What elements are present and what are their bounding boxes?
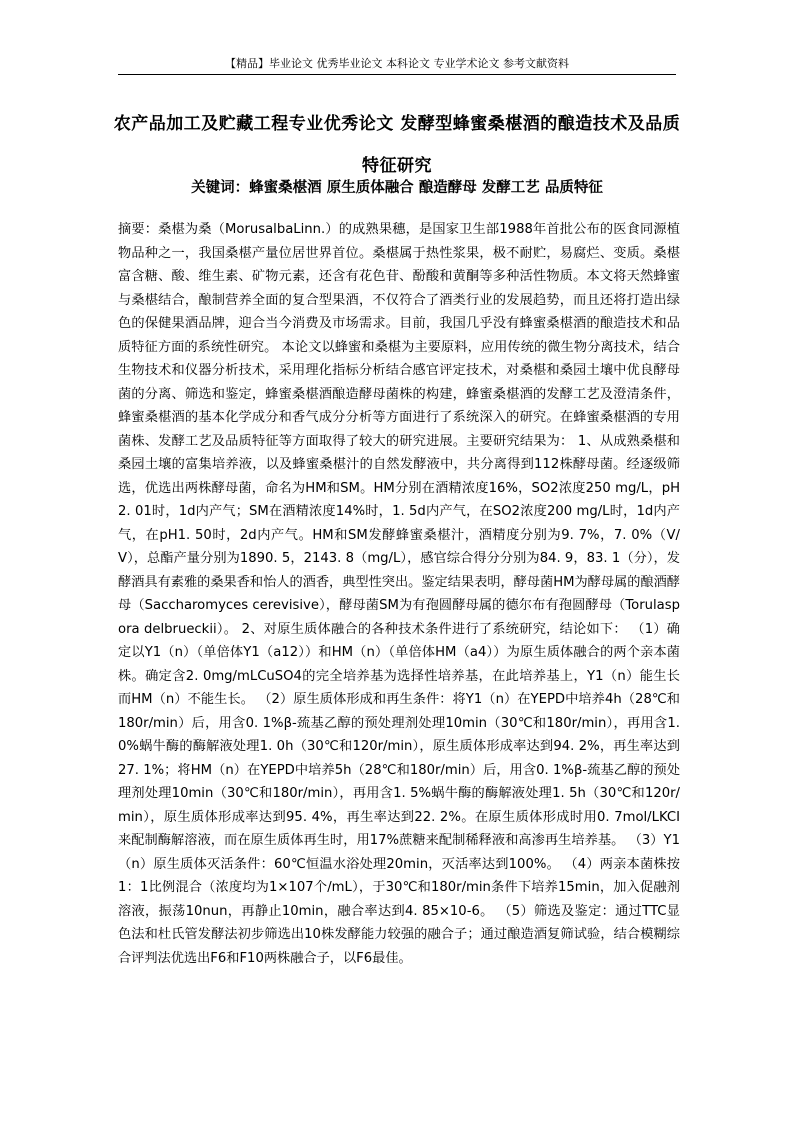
header-divider [118,74,676,75]
document-keywords: 关键词：蜂蜜桑椹酒 原生质体融合 酿造酵母 发酵工艺 品质特征 [191,180,603,196]
document-title: 农产品加工及贮藏工程专业优秀论文 发酵型蜂蜜桑椹酒的酿造技术及品质特征研究 [113,114,681,176]
page-header: 【精品】毕业论文 优秀毕业论文 本科论文 专业学术论文 参考文献资料 [225,57,569,70]
document-abstract: 摘要：桑椹为桑（MorusalbaLinn.）的成熟果穗，是国家卫生部1988年首批公布的医食同源植物品种之一，我国桑椹产量位居世界首位。桑椹属于热性浆果，极不耐贮，易腐烂、变质。桑椹富含糖、酸、维生素、矿物元素，还含有花色苷、酚酸和黄酮等多种活性物质。本文将天然蜂蜜与桑椹结合，酿制营养全面的复合型果酒，不仅符合了酒类行业的发展趋势，而且还将打造出绿色的保健果酒品牌，迎合当今消费及市场需求。目前，我国几乎没有蜂蜜桑椹酒的酿造技术和品质特征方面的系统性研究。 本论文以蜂蜜和桑椹为主要原料，应用传统的微生物分离技术，结合生物技术和仪器分析技术，采用理化指标分析结合感官评定技术，对桑椹和桑园土壤中优良酵母菌的分离、筛选和鉴定，蜂蜜桑椹酒酿造酵母菌株的构建，蜂蜜桑椹酒的发酵工艺及澄清条件，蜂蜜桑椹酒的基本化学成分和香气成分分析等方面进行了系统深入的研究。在蜂蜜桑椹酒的专用菌株、发酵工艺及品质特征等方面取得了较大的研究进展。主要研究结果为： 1、从成熟桑椹和桑园土壤的富集培养液，以及蜂蜜桑椹汁的自然发酵液中，共分离得到112株酵母菌。经逐级筛选，优选出两株酵母菌，命名为HM和SM。HM分别在酒精浓度16%，SO2浓度250 mg/L，pH2. 01时，1d内产气；SM在酒精浓度14%时，1. 5d内产气，在SO2浓度200 mg/L时，1d内产气，在pH1. 50时，2d内产气。HM和SM发酵蜂蜜桑椹汁，酒精度分别为9. 7%，7. 0%（V/V），总酯产量分别为1890. 5，2143. 8（mg/L），感官综合得分分别为84. 9，83. 1（分），发酵酒具有素雅的桑果香和怡人的酒香，典型性突出。鉴定结果表明，酵母菌HM为酵母属的酿酒酵母（Saccharomyces cerevisive），酵母菌SM为有孢圆酵母属的德尔布有孢圆酵母（Torulaspora delbrueckii）。 2、对原生质体融合的各种技术条件进行了系统研究，结论如下： （1）确定以Y1（n）（单倍体Y1（a12））和HM（n）（单倍体HM（a4））为原生质体融合的两个亲本菌株。确定含2. 0mg/mLCuSO4的完全培养基为选择性培养基，在此培养基上，Y1（n）能生长而HM（n）不能生长。 （2）原生质体形成和再生条件：将Y1（n）在YEPD中培养4h（28℃和180r/min）后，用含0. 1%β-巯基乙醇的预处理剂处理10min（30℃和180r/min），再用含1. 0%蜗牛酶的酶解液处理1. 0h（30℃和120r/min），原生质体形成率达到94. 2%，再生率达到27. 1%；将HM（n）在YEPD中培养5h（28℃和180r/min）后，用含0. 1%β-巯基乙醇的预处理剂处理10min（30℃和180r/min），再用含1. 5%蜗牛酶的酶解液处理1. 5h（30℃和120r/min），原生质体形成率达到95. 4%，再生率达到22. 2%。在原生质体形成时用0. 7mol/LKCI来配制酶解溶液，而在原生质体再生时，用17%蔗糖来配制稀释液和高渗再生培养基。 （3）Y1（n）原生质体灭活条件：60℃恒温水浴处理20min，灭活率达到100%。 （4）两亲本菌株按1：1比例混合（浓度均为1×107个/mL），于30℃和180r/min条件下培养15min，加入促融剂溶液，振荡10nun，再静止10min，融合率达到4. 85×10-6。 （5）筛选及鉴定：通过TTC显色法和杜氏管发酵法初步筛选出10株发酵能力较强的融合子；通过酿造酒复筛试验，结合模糊综合评判法优选出F6和F10两株融合子，以F6最佳。 [118,222,680,966]
